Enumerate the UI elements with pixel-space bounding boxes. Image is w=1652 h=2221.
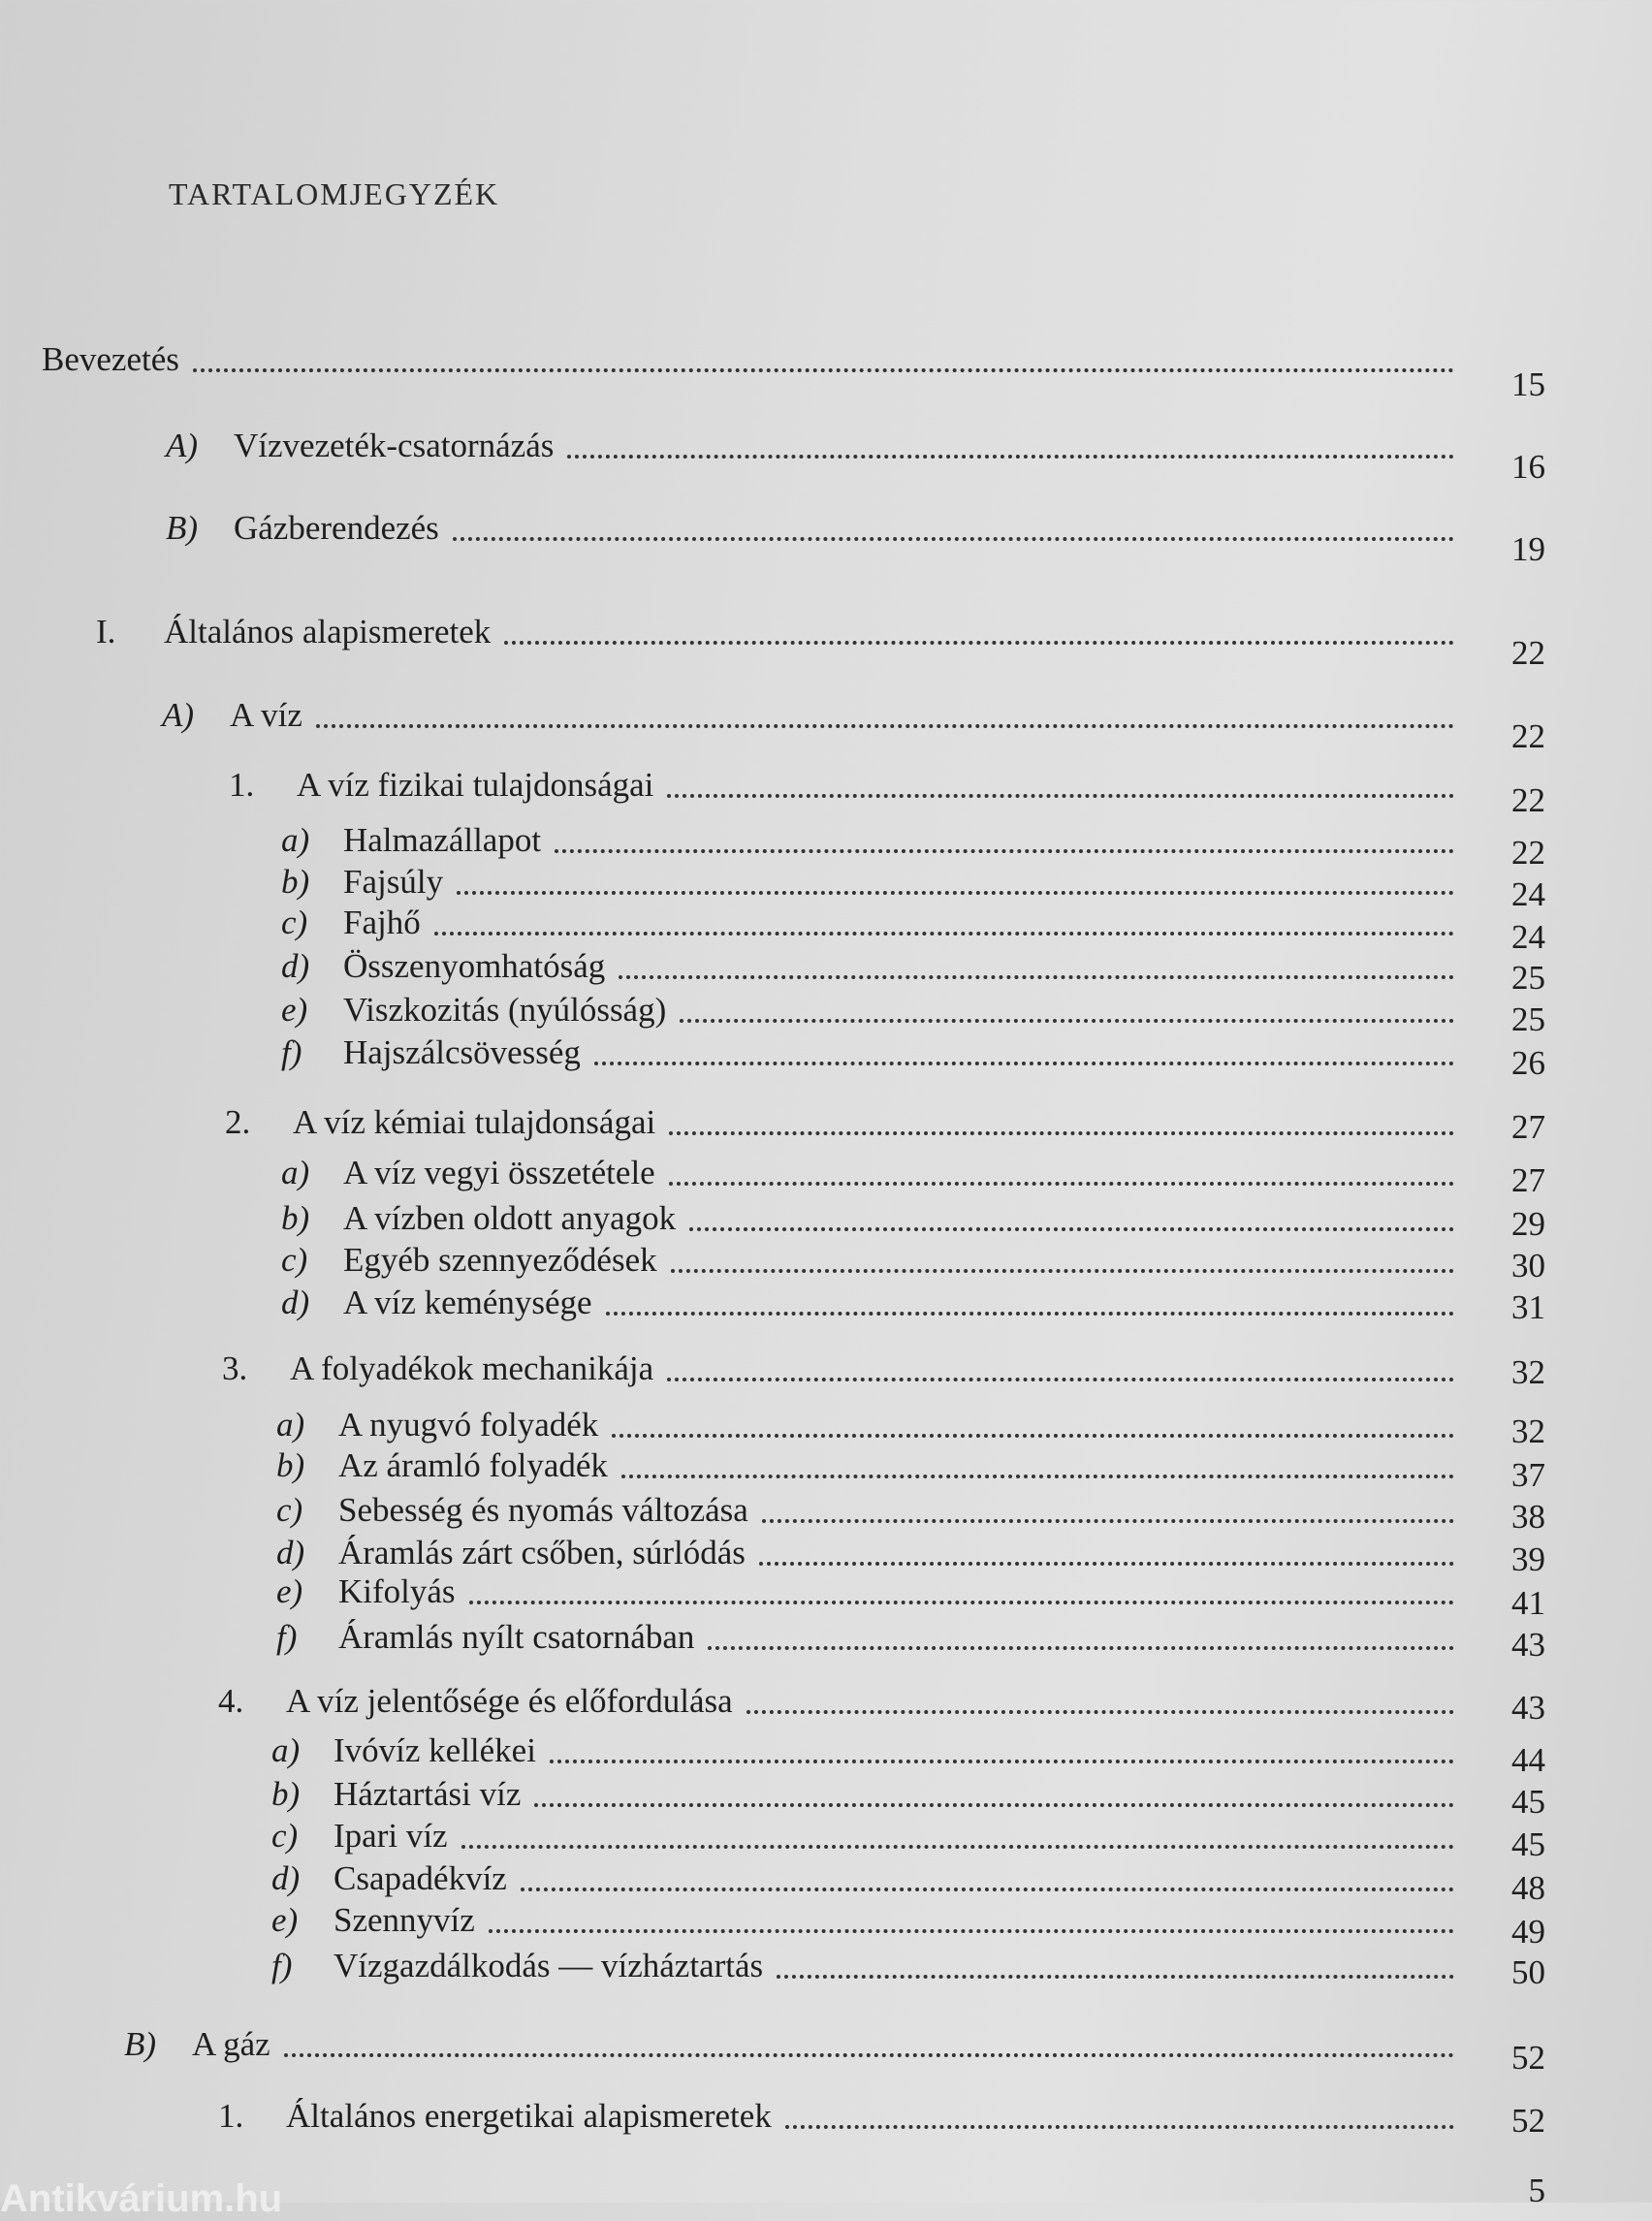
toc-entry-page: 43: [1511, 1626, 1545, 1664]
toc-entry-label: Vízvezeték-csatornázás: [234, 427, 555, 464]
toc-entry: [222, 1348, 1454, 1389]
dot-leader: [669, 1182, 1454, 1186]
toc-entry-prefix: e): [271, 1901, 299, 1939]
dot-leader: [669, 1131, 1454, 1135]
toc-entry-label: A víz kémiai tulajdonságai: [293, 1103, 656, 1141]
dot-leader: [667, 1378, 1454, 1381]
toc-entry-prefix: d): [281, 1284, 310, 1321]
toc-entry-label: Viszkozitás (nyúlósság): [343, 991, 667, 1029]
toc-entry-prefix: f): [271, 1947, 293, 1984]
toc-entry: [281, 990, 1454, 1031]
toc-entry-label: Háztartási víz: [334, 1775, 522, 1813]
toc-entry-page: 16: [1511, 448, 1545, 486]
toc-entry-label: Fajhő: [343, 904, 421, 941]
toc-entry-label: Ipari víz: [334, 1817, 448, 1855]
toc-entry-label: Csapadékvíz: [334, 1859, 507, 1897]
dot-leader: [747, 1710, 1454, 1714]
toc-entry: [281, 903, 1454, 943]
toc-entry-page: 41: [1511, 1584, 1545, 1622]
toc-entry-prefix: b): [281, 863, 310, 901]
toc-entry-page: 39: [1511, 1540, 1545, 1578]
toc-entry-label: Gázberendezés: [234, 509, 439, 547]
toc-entry: [281, 1283, 1454, 1323]
toc-entry-page: 30: [1511, 1247, 1545, 1285]
dot-leader: [567, 455, 1454, 459]
dot-leader: [594, 1062, 1454, 1065]
toc-entry-prefix: c): [271, 1817, 299, 1855]
toc-entry-label: A víz jelentősége és előfordulása: [286, 1682, 733, 1720]
toc-entry-label: Bevezetés: [42, 340, 179, 378]
toc-entry-prefix: B): [166, 509, 199, 547]
toc-entry-label: Hajszálcsövesség: [343, 1033, 581, 1071]
toc-entry-prefix: a): [271, 1731, 301, 1769]
toc-entry-prefix: c): [281, 904, 308, 941]
dot-leader: [667, 794, 1454, 798]
toc-entry: [276, 1533, 1454, 1573]
dot-leader: [708, 1646, 1454, 1650]
toc-entry: [271, 1730, 1454, 1771]
toc-entry: [271, 1858, 1454, 1899]
toc-entry: [281, 1153, 1454, 1193]
dot-leader: [612, 1434, 1454, 1438]
toc-entry-page: 22: [1511, 781, 1545, 819]
toc-entry-label: A víz vegyi összetétele: [343, 1154, 655, 1191]
toc-entry-prefix: a): [281, 1154, 310, 1191]
dot-leader: [689, 1227, 1454, 1231]
toc-entry: [166, 426, 1454, 466]
toc-entry: [166, 508, 1454, 549]
dot-leader: [193, 368, 1454, 372]
toc-entry-page: 15: [1511, 365, 1545, 403]
toc-entry-page: 38: [1511, 1498, 1545, 1536]
toc-entry-label: Áramlás nyílt csatornában: [338, 1618, 695, 1656]
toc-entry-prefix: d): [271, 1859, 301, 1897]
toc-entry-label: Az áramló folyadék: [338, 1446, 608, 1484]
dot-leader: [777, 1975, 1454, 1979]
toc-entry-prefix: 3.: [222, 1349, 248, 1387]
dot-leader: [621, 1475, 1454, 1478]
toc-entry-label: Általános alapismeretek: [164, 613, 492, 650]
toc-entry-prefix: 1.: [229, 766, 255, 804]
toc-entry-page: 48: [1511, 1869, 1545, 1907]
toc-entry-page: 31: [1511, 1288, 1545, 1326]
dot-leader: [457, 891, 1454, 895]
dot-leader: [469, 1601, 1454, 1604]
toc-entry-page: 19: [1511, 530, 1545, 568]
dot-leader: [284, 2053, 1454, 2057]
toc-entry: [218, 1681, 1454, 1722]
toc-entry-label: A nyugvó folyadék: [338, 1406, 599, 1444]
toc-entry-page: 37: [1511, 1456, 1545, 1494]
dot-leader: [521, 1888, 1454, 1891]
toc-entry: [271, 1900, 1454, 1941]
toc-entry-prefix: b): [276, 1446, 305, 1484]
toc-entry-prefix: b): [281, 1199, 310, 1237]
toc-entry-page: 26: [1511, 1044, 1545, 1082]
toc-entry-prefix: a): [276, 1406, 305, 1444]
toc-entry: [218, 2096, 1454, 2137]
dot-leader: [489, 1929, 1454, 1933]
toc-entry-page: 24: [1511, 875, 1545, 913]
toc-entry-page: 52: [1511, 2102, 1545, 2140]
toc-entry-page: 22: [1511, 834, 1545, 872]
dot-leader: [550, 1760, 1454, 1763]
toc-entry-label: A vízben oldott anyagok: [343, 1199, 677, 1237]
toc-entry: [276, 1617, 1454, 1658]
toc-entry-prefix: 4.: [218, 1682, 244, 1720]
toc-entry-page: 43: [1511, 1689, 1545, 1727]
toc-entry-page: 22: [1511, 634, 1545, 672]
toc-entry-prefix: b): [271, 1775, 301, 1813]
toc-entry-prefix: a): [281, 821, 310, 859]
toc-entry-prefix: e): [276, 1572, 303, 1610]
toc-entry: [271, 1816, 1454, 1856]
toc-entry-page: 49: [1511, 1913, 1545, 1951]
dot-leader: [619, 975, 1454, 979]
toc-entry-page: 27: [1511, 1161, 1545, 1199]
toc-entry: [276, 1405, 1454, 1445]
dot-leader: [316, 724, 1454, 728]
dot-leader: [453, 537, 1454, 541]
dot-leader: [671, 1269, 1454, 1273]
toc-entry-label: A víz keménysége: [343, 1284, 592, 1321]
toc-entry: [281, 862, 1454, 903]
page-number: 5: [1528, 2172, 1545, 2209]
toc-entry-prefix: f): [281, 1033, 302, 1071]
toc-entry-label: Kifolyás: [338, 1572, 456, 1610]
toc-entry-page: 50: [1511, 1953, 1545, 1991]
toc-entry: [276, 1445, 1454, 1486]
toc-entry-label: A folyadékok mechanikája: [290, 1349, 654, 1387]
toc-entry: [271, 1946, 1454, 1986]
toc-entry-prefix: d): [276, 1534, 305, 1571]
dot-leader: [555, 849, 1454, 853]
toc-entry-prefix: I.: [96, 613, 116, 650]
dot-leader: [762, 1519, 1454, 1523]
toc-entry-label: A gáz: [192, 2025, 270, 2063]
dot-leader: [785, 2125, 1454, 2129]
toc-entry-page: 24: [1511, 918, 1545, 956]
dot-leader: [504, 641, 1454, 645]
toc-entry-prefix: c): [281, 1241, 308, 1279]
toc-entry-prefix: d): [281, 947, 310, 985]
toc-entry: [162, 695, 1454, 736]
watermark: Antikvárium.hu: [0, 2177, 283, 2220]
toc-entry: [281, 1032, 1454, 1073]
toc-entry-prefix: 2.: [225, 1103, 251, 1141]
toc-entry-label: Fajsúly: [343, 863, 444, 901]
toc-entry-page: 22: [1511, 717, 1545, 755]
toc-entry-label: A víz fizikai tulajdonságai: [297, 766, 654, 804]
toc-entry-label: Szennyvíz: [334, 1901, 475, 1939]
dot-leader: [534, 1803, 1454, 1807]
toc-entry-label: Egyéb szennyeződések: [343, 1241, 657, 1279]
toc-entry-page: 27: [1511, 1108, 1545, 1146]
toc-entry-page: 44: [1511, 1741, 1545, 1779]
toc-entry-prefix: B): [124, 2025, 157, 2063]
dot-leader: [606, 1312, 1454, 1316]
toc-entry-label: Halmazállapot: [343, 821, 542, 859]
toc-entry: [124, 2024, 1454, 2065]
toc-entry: [271, 1774, 1454, 1815]
toc-entry-page: 29: [1511, 1205, 1545, 1243]
toc-entry-prefix: 1.: [218, 2097, 244, 2135]
toc-entry-page: 52: [1511, 2039, 1545, 2077]
toc-title: TARTALOMJEGYZÉK: [169, 176, 500, 211]
dot-leader: [461, 1845, 1454, 1849]
toc-entry: [229, 765, 1454, 806]
toc-entry-page: 32: [1511, 1412, 1545, 1450]
toc-entry: [281, 946, 1454, 987]
toc-entry-prefix: A): [162, 696, 195, 734]
toc-entry-page: 45: [1511, 1825, 1545, 1863]
toc-entry: [225, 1102, 1454, 1143]
toc-entry-label: Általános energetikai alapismeretek: [286, 2097, 772, 2135]
toc-entry-prefix: e): [281, 991, 308, 1029]
toc-entry-label: Áramlás zárt csőben, súrlódás: [338, 1534, 746, 1571]
toc-entry-label: Ivóvíz kellékei: [334, 1731, 536, 1769]
toc-entry-page: 25: [1511, 1000, 1545, 1038]
toc-entry: [96, 612, 1454, 652]
toc-entry: [276, 1490, 1454, 1531]
toc-entry-page: 32: [1511, 1353, 1545, 1391]
dot-leader: [434, 932, 1454, 936]
toc-entry: [281, 820, 1454, 861]
toc-entry-label: Vízgazdálkodás — vízháztartás: [334, 1947, 764, 1984]
dot-leader: [680, 1019, 1454, 1023]
toc-entry-label: Összenyomhatóság: [343, 947, 606, 985]
toc-entry: [42, 339, 1454, 380]
toc-entry: [281, 1198, 1454, 1239]
toc-entry-prefix: A): [166, 427, 199, 464]
toc-entry: [281, 1240, 1454, 1281]
dot-leader: [759, 1562, 1454, 1566]
toc-entry-page: 45: [1511, 1783, 1545, 1821]
toc-entry-page: 25: [1511, 959, 1545, 997]
toc-entry-prefix: c): [276, 1491, 303, 1529]
toc-entry-label: A víz: [230, 696, 302, 734]
toc-entry-prefix: f): [276, 1618, 298, 1656]
toc-entry: [276, 1571, 1454, 1612]
toc-entry-label: Sebesség és nyomás változása: [338, 1491, 748, 1529]
